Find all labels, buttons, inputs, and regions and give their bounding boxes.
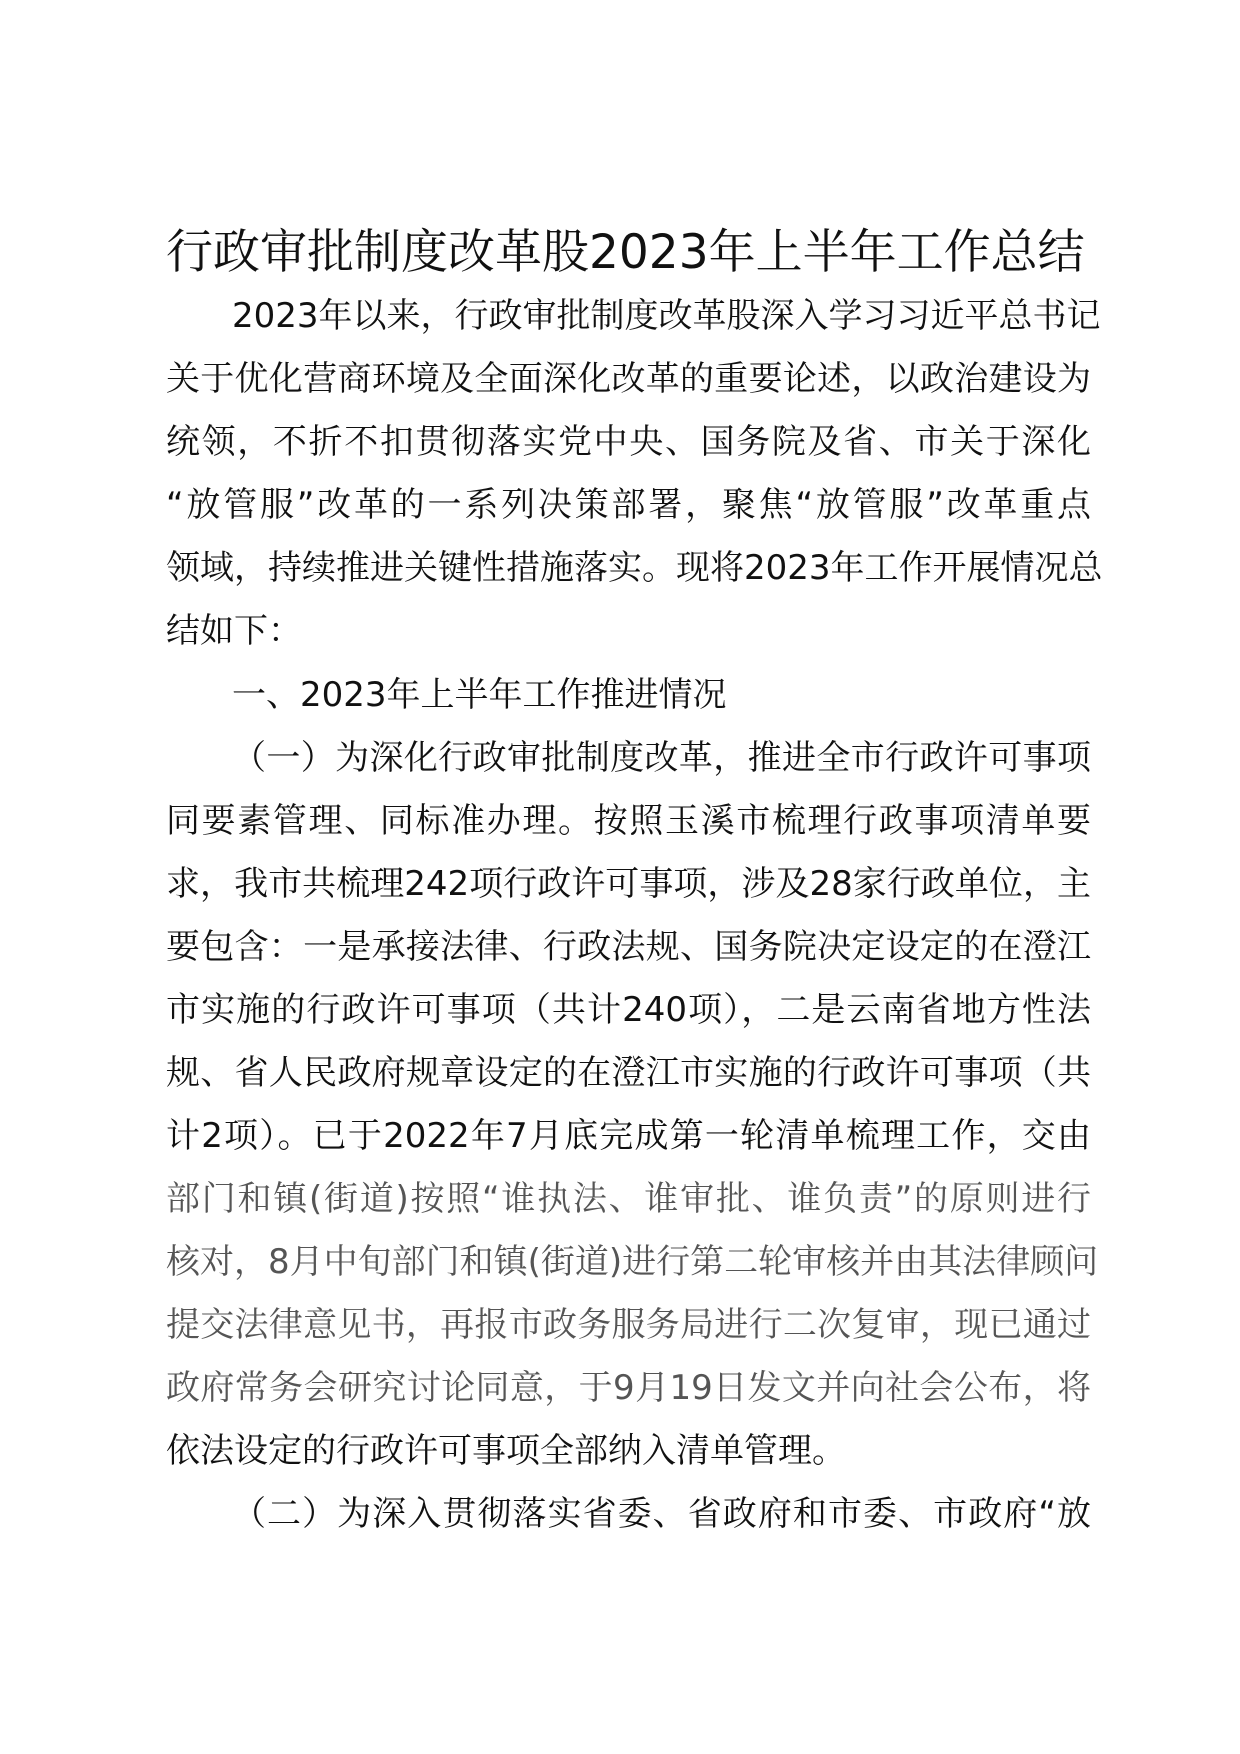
- paragraph-line: （一）为深化行政审批制度改革，推进全市行政许可事项: [232, 738, 1091, 778]
- paragraph-line: 2023年以来，行政审批制度改革股深入学习习近平总书记: [232, 296, 1101, 336]
- document-title: 行政审批制度改革股2023年上半年工作总结: [166, 225, 1085, 280]
- paragraph-line: 求，我市共梳理242项行政许可事项，涉及28家行政单位，主: [166, 864, 1091, 904]
- paragraph-line: 统领，不折不扣贯彻落实党中央、国务院及省、市关于深化: [166, 422, 1091, 462]
- paragraph-line: 结如下：: [166, 611, 302, 651]
- paragraph-line: 计2项）。已于2022年7月底完成第一轮清单梳理工作，交由: [166, 1116, 1091, 1156]
- paragraph-line: 同要素管理、同标准办理。按照玉溪市梳理行政事项清单要: [166, 801, 1091, 841]
- paragraph-line: （二）为深入贯彻落实省委、省政府和市委、市政府“放: [232, 1494, 1091, 1534]
- paragraph-line: 领域，持续推进关键性措施落实。现将2023年工作开展情况总: [166, 548, 1103, 588]
- section-heading: 一、2023年上半年工作推进情况: [232, 675, 727, 715]
- paragraph-line: 部门和镇(街道)按照“谁执法、谁审批、谁负责”的原则进行: [166, 1179, 1091, 1219]
- paragraph-line: “放管服”改革的一系列决策部署，聚焦“放管服”改革重点: [166, 485, 1091, 525]
- paragraph-line: 核对，8月中旬部门和镇(街道)进行第二轮审核并由其法律顾问: [166, 1242, 1099, 1282]
- paragraph-line: 依法设定的行政许可事项全部纳入清单管理。: [166, 1431, 846, 1471]
- paragraph-line: 关于优化营商环境及全面深化改革的重要论述，以政治建设为: [166, 359, 1091, 399]
- paragraph-line: 要包含：一是承接法律、行政法规、国务院决定设定的在澄江: [166, 927, 1091, 967]
- paragraph-line: 政府常务会研究讨论同意，于9月19日发文并向社会公布，将: [166, 1368, 1091, 1408]
- paragraph-line: 规、省人民政府规章设定的在澄江市实施的行政许可事项（共: [166, 1053, 1091, 1093]
- paragraph-line: 提交法律意见书，再报市政务服务局进行二次复审，现已通过: [166, 1305, 1091, 1345]
- paragraph-line: 市实施的行政许可事项（共计240项），二是云南省地方性法: [166, 990, 1091, 1030]
